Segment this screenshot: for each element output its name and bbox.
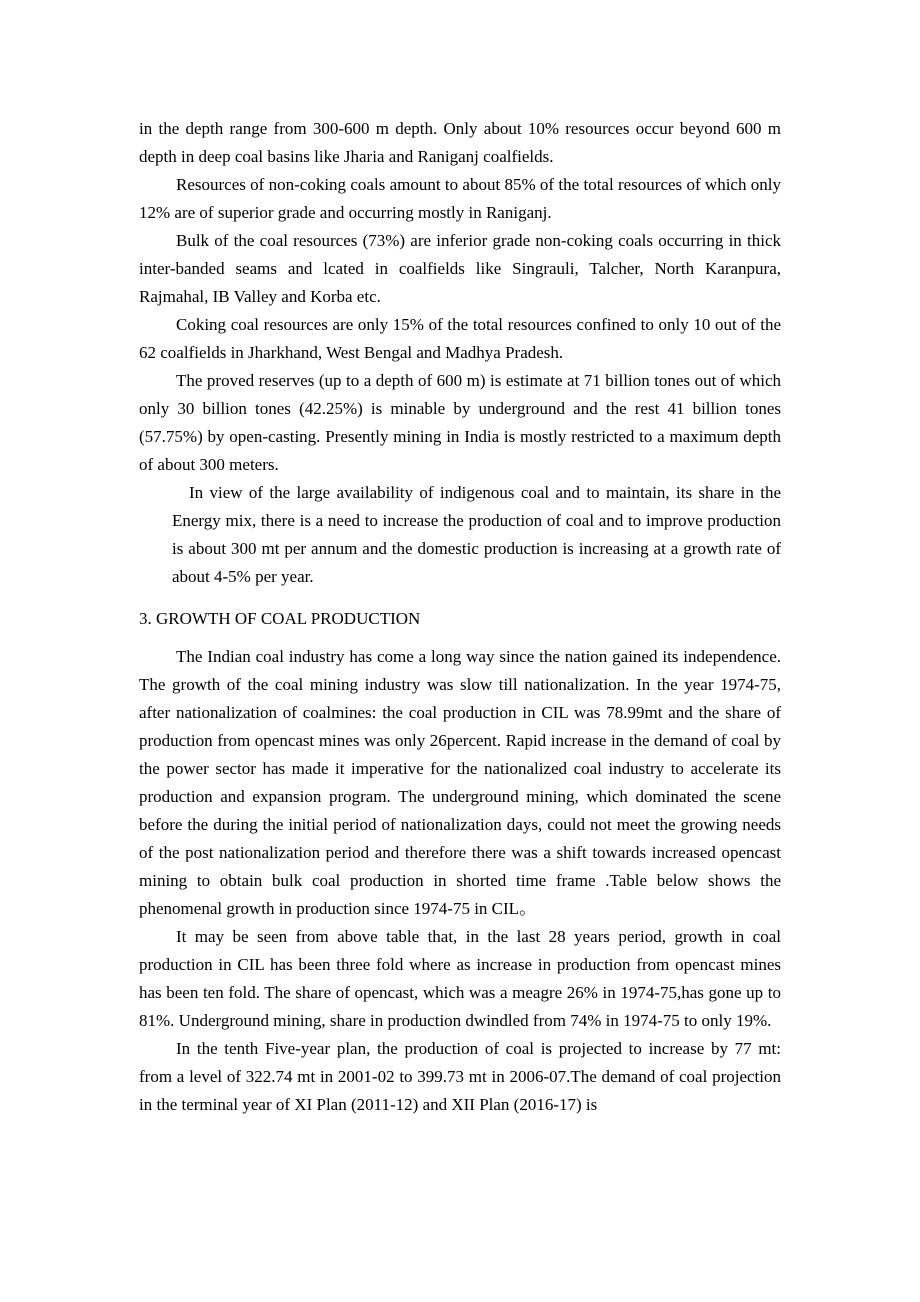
paragraph-proved-reserves: The proved reserves (up to a depth of 600 m) is estimate at 71 billion tones out of which only 30 billion tones (42.25%) is minable by underground and the rest 41 billion tones (57.75%) by open-casting. Presently mining in India is mostly restricted to a maximum depth of about 300 meters. (139, 371, 781, 474)
paragraph-inferior-grade: Bulk of the coal resources (73%) are inferior grade non-coking coals occurring in thick inter-banded seams and lcated in coalfields like Singrauli, Talcher, North Karanpura, Rajmahal, IB Valley and Korba etc. (139, 231, 781, 306)
document-body (139, 115, 781, 1119)
paragraph-tenth-plan: In the tenth Five-year plan, the production of coal is projected to increase by 77 mt: from a level of 322.74 mt in 2001-02 to 399.73 mt in 2006-07.The demand of coal projection in the terminal year of XI Plan (2011-12) and XII Plan (2016-17) is (139, 1039, 781, 1114)
paragraph-energy-mix: In view of the large availability of indigenous coal and to maintain, its share in the Energy mix, there is a need to increase the production of coal and to improve production is about 300 mt per annum and the domestic production is increasing at a growth rate of about 4-5% per year. (172, 483, 781, 586)
paragraph-growth-table-summary: It may be seen from above table that, in the last 28 years period, growth in coal production in CIL has been three fold where as increase in production from opencast mines has been ten fold. The share of opencast, which was a meagre 26% in 1974-75,has gone up to 81%. Underground mining, share in production dwindled from 74% in 1974-75 to only 19%. (139, 927, 781, 1030)
paragraph-industry-history: The Indian coal industry has come a long way since the nation gained its independence. The growth of the coal mining industry was slow till nationalization. In the year 1974-75, after nationalization of coalmines: the coal production in CIL was 78.99mt and the share of production from opencast mines was only 26percent. Rapid increase in the demand of coal by the power sector has made it imperative for the nationalized coal industry to accelerate its production and expansion program. The underground mining, which dominated the scene before the during the initial period of nationalization days, could not meet the growing needs of the post nationalization period and therefore there was a shift towards increased opencast mining to obtain bulk coal production in shorted time frame .Table below shows the phenomenal growth in production since 1974-75 in CIL。 (139, 647, 781, 918)
paragraph-coking-coal: Coking coal resources are only 15% of the total resources confined to only 10 out of the 62 coalfields in Jharkhand, West Bengal and Madhya Pradesh. (139, 315, 781, 362)
paragraph-depth-range: in the depth range from 300-600 m depth. Only about 10% resources occur beyond 600 m depth in deep coal basins like Jharia and Raniganj coalfields. (139, 119, 781, 166)
paragraph-non-coking: Resources of non-coking coals amount to about 85% of the total resources of which only 12% are of superior grade and occurring mostly in Raniganj. (139, 175, 781, 222)
section-heading: 3. GROWTH OF COAL PRODUCTION (139, 609, 421, 628)
